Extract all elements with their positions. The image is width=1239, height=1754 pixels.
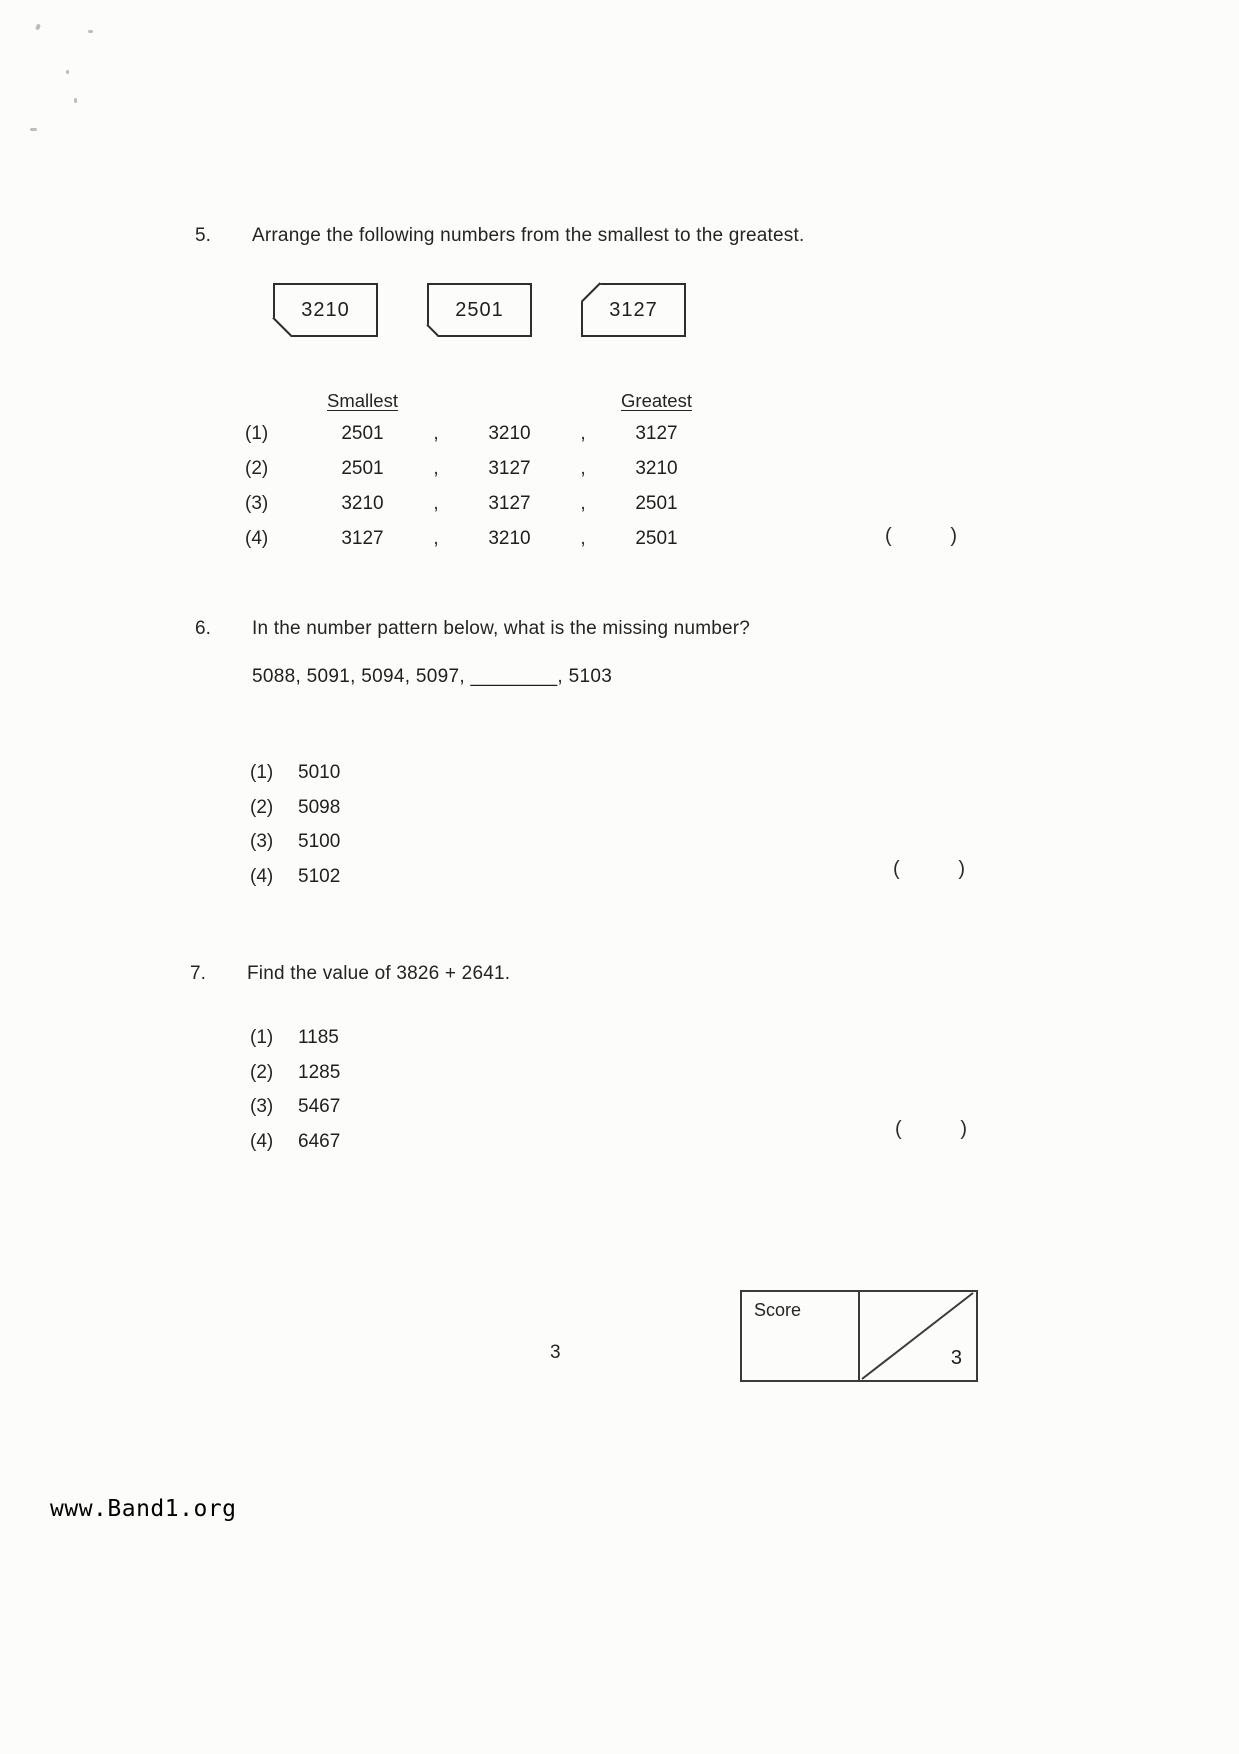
options-list — [250, 1021, 340, 1159]
scan-artifact — [74, 98, 77, 103]
score-label: Score — [754, 1300, 802, 1320]
separator: , — [580, 527, 586, 549]
separator: , — [580, 422, 586, 444]
option-value: 3127 — [488, 457, 531, 479]
question-5-heading — [195, 225, 1025, 247]
option-label: (2) — [250, 1061, 274, 1083]
separator: , — [433, 422, 439, 444]
number-card-value: 2501 — [455, 298, 504, 321]
bracket-close: ) — [958, 858, 965, 880]
number-card-value: 3210 — [301, 298, 350, 321]
option-label: (4) — [245, 527, 269, 549]
question-text: Arrange the following numbers from the smallest to the greatest. — [252, 225, 805, 246]
option-label: (3) — [250, 1096, 274, 1118]
scan-artifact — [35, 23, 41, 30]
option-label: (2) — [245, 457, 269, 479]
number-pattern: 5088, 5091, 5094, 5097, ________, 5103 — [252, 666, 613, 687]
column-header-greatest: Greatest — [621, 390, 692, 411]
scan-artifact — [88, 30, 93, 33]
bracket-close: ) — [960, 1118, 967, 1140]
answer-bracket-q7 — [895, 1118, 967, 1141]
option-value: 3127 — [341, 527, 384, 549]
option-value: 1185 — [298, 1027, 339, 1049]
option-label: (2) — [250, 796, 274, 818]
option-value: 5102 — [298, 865, 341, 887]
scan-artifact — [30, 128, 37, 131]
score-value-cell — [860, 1292, 976, 1380]
option-value: 3210 — [488, 422, 531, 444]
option-label: (3) — [245, 492, 269, 514]
spacer — [410, 381, 462, 421]
score-value: 3 — [950, 1347, 962, 1369]
number-card — [581, 283, 686, 337]
option-label: (4) — [250, 1130, 274, 1152]
option-label: (1) — [250, 762, 274, 784]
option-label: (1) — [250, 1027, 274, 1049]
bracket-open: ( — [893, 858, 900, 880]
option-value: 2501 — [635, 492, 678, 514]
column-header-smallest: Smallest — [327, 390, 398, 411]
option-value: 2501 — [635, 527, 678, 549]
separator: , — [433, 527, 439, 549]
spacer — [462, 381, 557, 421]
option-value: 6467 — [298, 1130, 341, 1152]
number-card-value: 3127 — [609, 298, 658, 321]
separator: , — [580, 492, 586, 514]
option-value: 3210 — [635, 457, 678, 479]
option-value: 1285 — [298, 1061, 341, 1083]
score-box — [740, 1290, 978, 1382]
question-number: 6. — [195, 618, 211, 639]
option-label: (3) — [250, 831, 274, 853]
score-label-cell — [742, 1292, 860, 1380]
option-value: 3127 — [635, 422, 678, 444]
question-number: 7. — [190, 963, 206, 984]
page-number: 3 — [550, 1342, 561, 1363]
option-value: 3210 — [341, 492, 384, 514]
option-value: 5467 — [298, 1096, 341, 1118]
separator: , — [580, 457, 586, 479]
number-cards — [273, 283, 686, 337]
question-text: In the number pattern below, what is the missing number? — [252, 618, 751, 639]
watermark: www.Band1.org — [50, 1496, 237, 1522]
answer-bracket-q5 — [885, 525, 957, 548]
question-7 — [190, 963, 890, 1183]
question-6 — [195, 618, 895, 908]
question-6-heading — [195, 618, 895, 640]
bracket-open: ( — [895, 1118, 902, 1140]
question-number: 5. — [195, 225, 211, 246]
option-value: 3210 — [488, 527, 531, 549]
spacer — [245, 381, 315, 421]
spacer — [557, 381, 609, 421]
option-value: 5100 — [298, 831, 341, 853]
option-value: 5010 — [298, 762, 341, 784]
bracket-close: ) — [950, 525, 957, 547]
question-7-heading — [190, 963, 890, 985]
scan-artifact — [66, 70, 69, 74]
separator: , — [433, 457, 439, 479]
options-list — [250, 756, 340, 894]
answer-bracket-q6 — [893, 858, 965, 881]
question-text: Find the value of 3826 + 2641. — [247, 963, 511, 984]
option-value: 5098 — [298, 796, 341, 818]
option-value: 3127 — [488, 492, 531, 514]
option-value: 2501 — [341, 422, 384, 444]
ordering-options-table — [245, 381, 704, 556]
option-value: 2501 — [341, 457, 384, 479]
option-label: (4) — [250, 865, 274, 887]
number-card — [273, 283, 378, 337]
bracket-open: ( — [885, 525, 892, 547]
option-label: (1) — [245, 422, 269, 444]
number-card — [427, 283, 532, 337]
separator: , — [433, 492, 439, 514]
